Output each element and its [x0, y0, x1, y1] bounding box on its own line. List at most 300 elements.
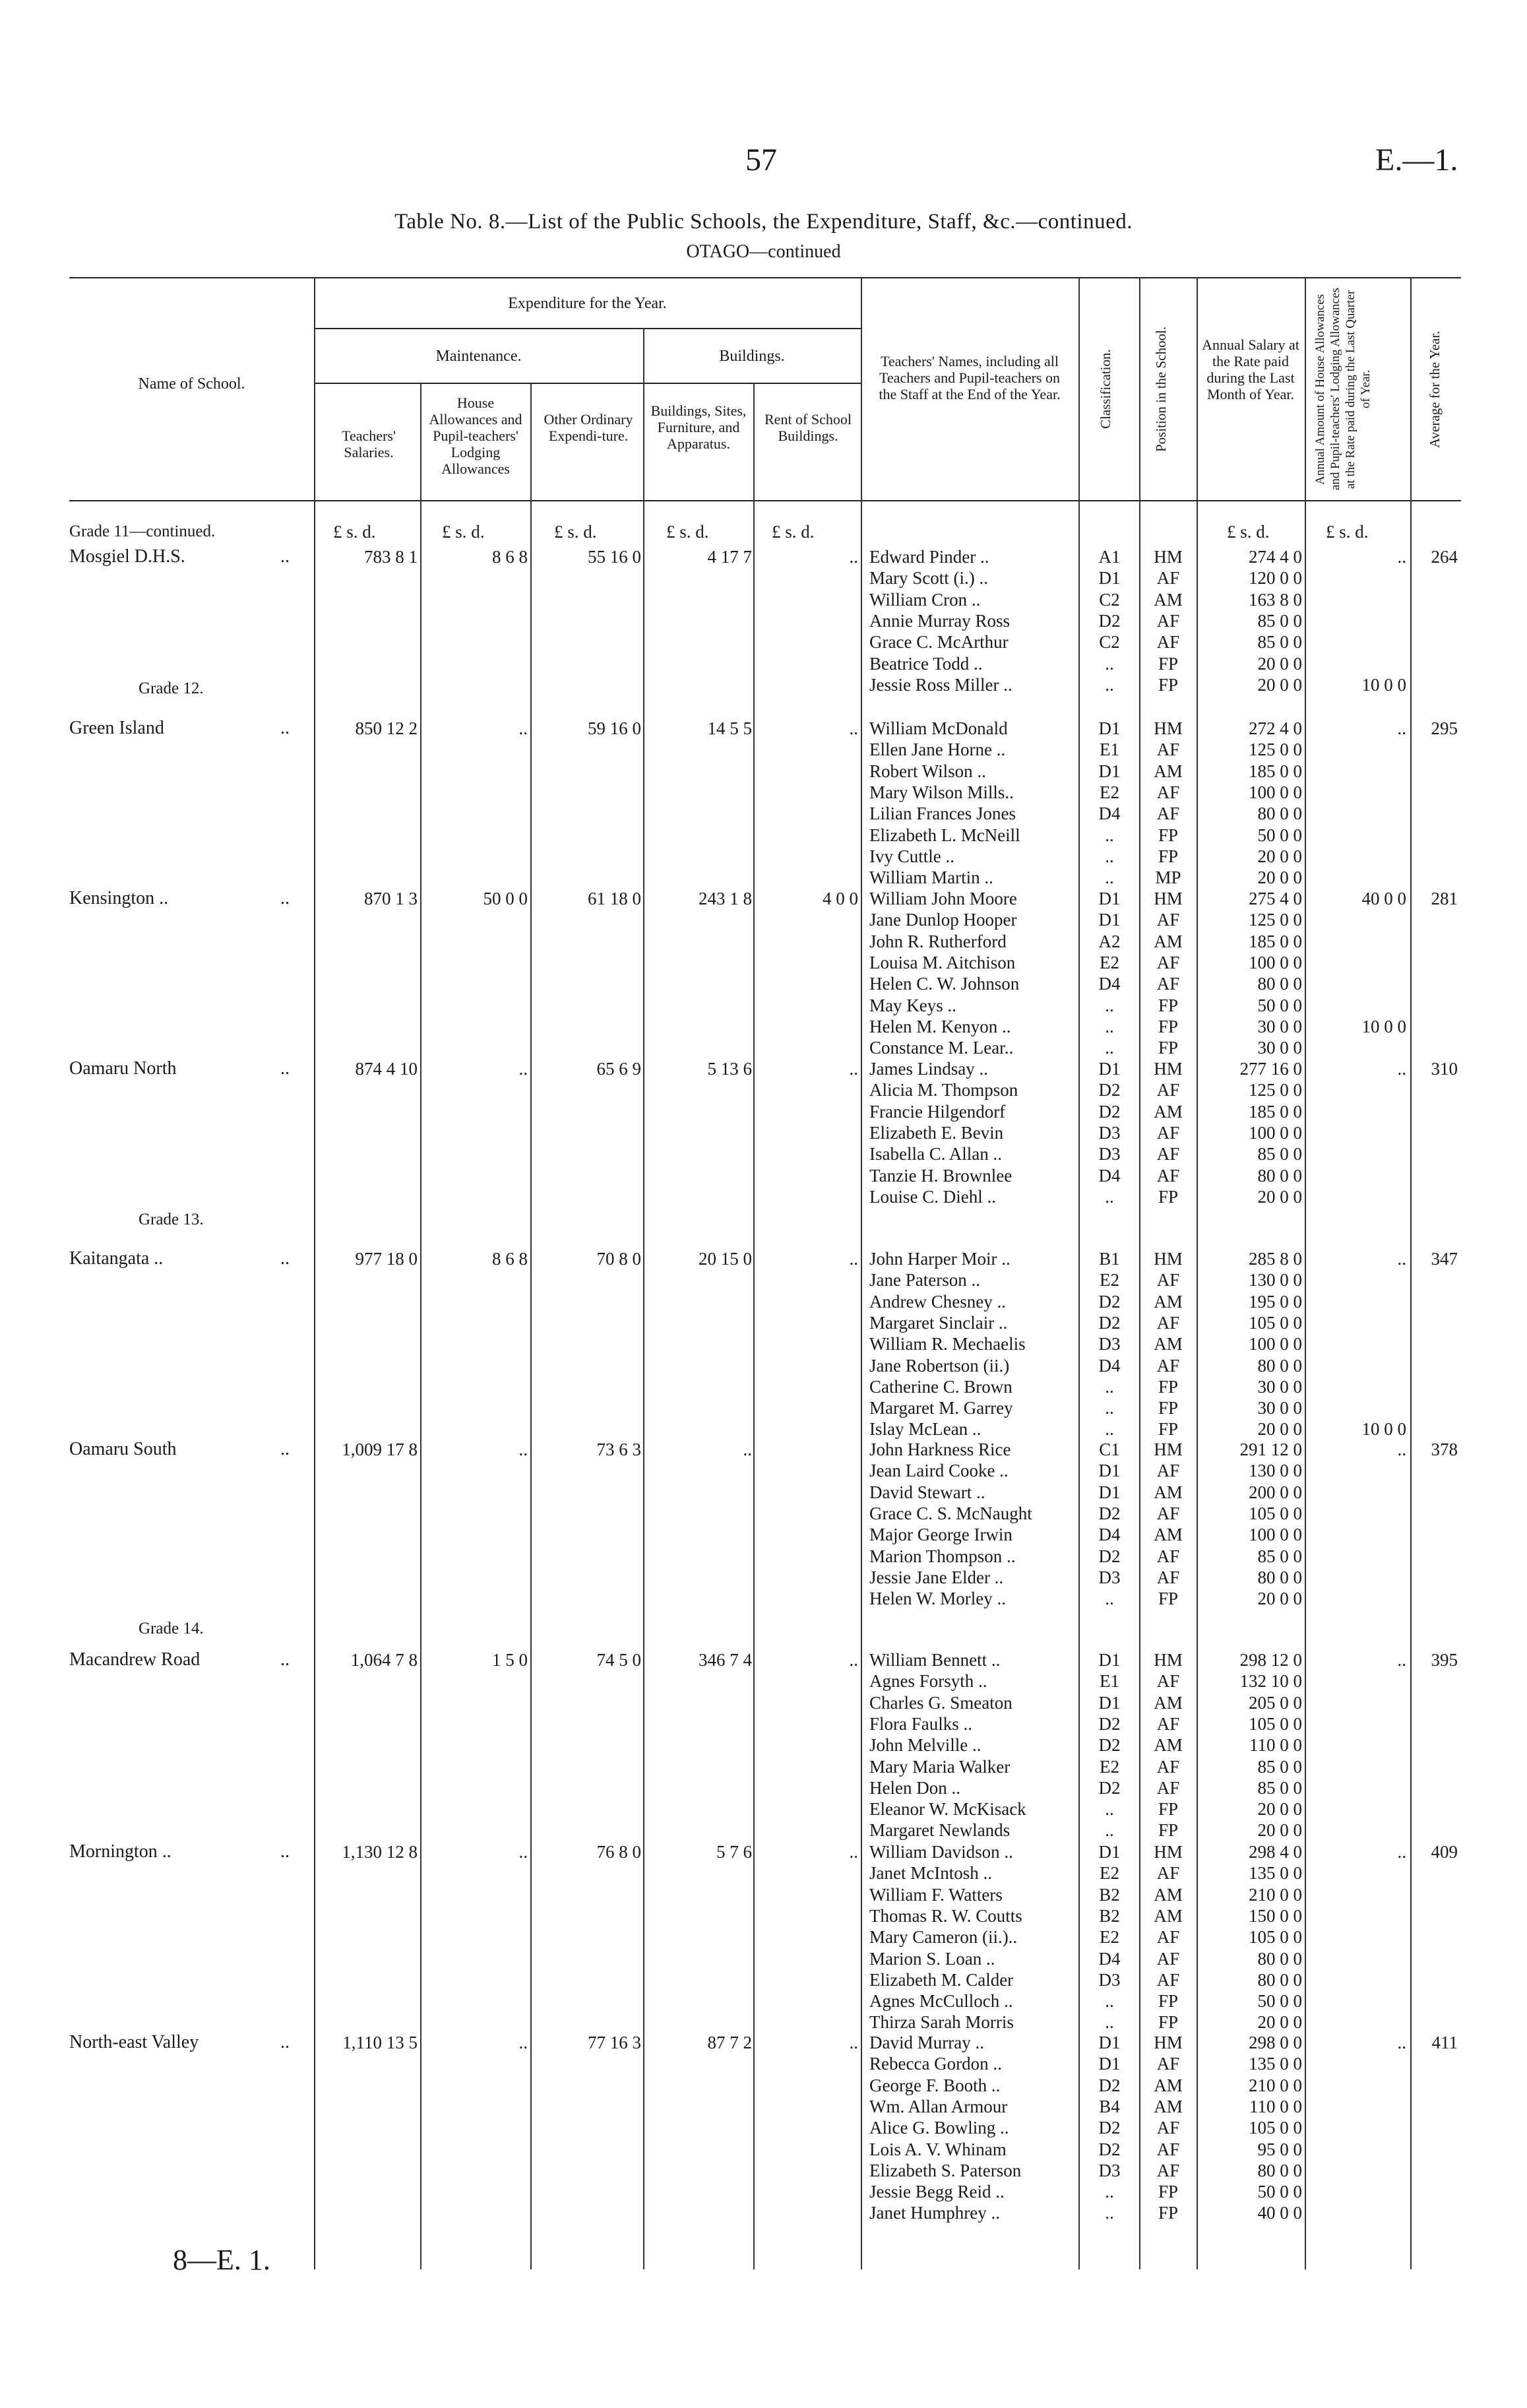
classification-cell: C2	[1099, 632, 1120, 652]
annual-salary-cell: 20 0 0	[1257, 2012, 1302, 2032]
teacher-name: Constance M. Lear..	[869, 1038, 1014, 1058]
teacher-name: William Davidson ..	[869, 1842, 1013, 1862]
position-cell: AM	[1154, 1906, 1183, 1926]
school-leader-dots: ..	[280, 1841, 290, 1862]
annual-salary-cell: 30 0 0	[1257, 1398, 1302, 1418]
teacher-name: John Harkness Rice	[869, 1440, 1011, 1459]
position-cell: AF	[1156, 1166, 1180, 1186]
teacher-name: Elizabeth S. Paterson	[869, 2161, 1022, 2180]
position-cell: FP	[1158, 1377, 1179, 1397]
teacher-name: Agnes Forsyth ..	[869, 1671, 987, 1691]
position-cell: AF	[1156, 804, 1180, 823]
position-cell: AF	[1156, 2054, 1180, 2074]
position-cell: HM	[1154, 1650, 1183, 1670]
classification-cell: ..	[1105, 1377, 1114, 1397]
teacher-name: Marion Thompson ..	[869, 1546, 1016, 1566]
classification-cell: E2	[1100, 953, 1119, 972]
teacher-name: Alice G. Bowling ..	[869, 2118, 1009, 2138]
teacher-name: Mary Wilson Mills..	[869, 782, 1014, 802]
position-cell: AM	[1154, 761, 1183, 781]
position-cell: FP	[1158, 654, 1179, 674]
position-cell: AF	[1156, 1778, 1180, 1798]
classification-cell: C2	[1099, 590, 1120, 610]
position-cell: AM	[1154, 1482, 1183, 1502]
classification-cell: D4	[1098, 1949, 1121, 1969]
teacher-name: Isabella C. Allan ..	[869, 1144, 1002, 1164]
classification-cell: D1	[1098, 1693, 1121, 1713]
position-cell: HM	[1154, 1842, 1183, 1862]
position-cell: AM	[1154, 1885, 1183, 1905]
classification-cell: B2	[1099, 1885, 1120, 1905]
annual-salary-cell: 80 0 0	[1257, 974, 1302, 994]
school-name: Oamaru South	[69, 1439, 177, 1459]
classification-cell: E1	[1100, 1671, 1119, 1691]
classification-cell: D1	[1098, 761, 1121, 781]
classification-cell: D2	[1098, 2075, 1121, 2095]
teacher-name: Robert Wilson ..	[869, 761, 986, 781]
teacher-name: Edward Pinder ..	[869, 547, 989, 567]
teacher-name: Helen Don ..	[869, 1778, 960, 1798]
header-salaries: Teachers' Salaries.	[342, 428, 396, 460]
allowance-cell: ..	[1397, 718, 1406, 738]
position-cell: HM	[1154, 1059, 1183, 1079]
position-cell: HM	[1154, 1249, 1183, 1269]
position-cell: FP	[1158, 1187, 1179, 1207]
annual-salary-cell: 80 0 0	[1257, 1970, 1302, 1990]
col-divider-4	[643, 328, 644, 2269]
classification-cell: D2	[1098, 1778, 1121, 1798]
annual-salary-cell: 105 0 0	[1249, 1313, 1302, 1333]
position-cell: FP	[1158, 1017, 1179, 1036]
position-cell: AM	[1154, 1693, 1183, 1713]
salaries-cell: 1,110 13 5	[342, 2033, 418, 2052]
position-cell: AM	[1154, 590, 1183, 610]
classification-cell: D2	[1098, 1102, 1121, 1122]
rent-cell: ..	[849, 547, 858, 567]
annual-salary-cell: 210 0 0	[1249, 1885, 1302, 1905]
annual-salary-cell: 85 0 0	[1257, 611, 1302, 631]
average-cell: 310	[1431, 1059, 1458, 1079]
header-annual: Annual Salary at the Rate paid during the Last Month of Year.	[1202, 336, 1299, 402]
annual-salary-cell: 275 4 0	[1249, 889, 1302, 908]
buildings-cell: 14 5 5	[707, 718, 752, 738]
position-cell: AF	[1156, 2161, 1180, 2180]
annual-salary-cell: 100 0 0	[1249, 1123, 1302, 1143]
annual-salary-cell: 20 0 0	[1257, 675, 1302, 695]
table-title: Table No. 8.—List of the Public Schools, the Expenditure, Staff, &c.—continued.	[394, 210, 1133, 234]
col-divider-6	[861, 277, 862, 2269]
teacher-name: Grace C. S. McNaught	[869, 1504, 1032, 1523]
classification-cell: D2	[1098, 1546, 1121, 1566]
other-expenditure-cell: 74 5 0	[596, 1650, 641, 1670]
teacher-name: William R. Mechaelis	[869, 1334, 1026, 1354]
header-house: House Allowances and Pupil-teachers' Lodging Allowances	[429, 395, 522, 477]
teacher-name: Islay McLean ..	[869, 1419, 982, 1439]
teacher-name: David Murray ..	[869, 2033, 984, 2052]
allowance-cell: 40 0 0	[1361, 889, 1406, 908]
classification-cell: D4	[1098, 974, 1121, 994]
classification-cell: D2	[1098, 1735, 1121, 1755]
other-expenditure-cell: 65 6 9	[596, 1059, 641, 1079]
position-cell: AM	[1154, 1102, 1183, 1122]
position-cell: AF	[1156, 568, 1180, 588]
classification-cell: ..	[1105, 1991, 1114, 2011]
classification-cell: ..	[1105, 1038, 1114, 1058]
classification-cell: E2	[1100, 1757, 1119, 1777]
annual-salary-cell: 20 0 0	[1257, 654, 1302, 674]
annual-salary-cell: 100 0 0	[1249, 1525, 1302, 1544]
header-rent: Rent of School Buildings.	[764, 411, 852, 444]
teacher-name: James Lindsay ..	[869, 1059, 988, 1079]
classification-cell: D4	[1098, 1166, 1121, 1186]
teacher-name: Ivy Cuttle ..	[869, 846, 954, 866]
annual-salary-cell: 135 0 0	[1249, 1863, 1302, 1883]
header-position: Position in the School.	[1153, 326, 1169, 453]
position-cell: FP	[1158, 1820, 1179, 1840]
house-allowance-cell: ..	[518, 718, 528, 738]
teacher-name: John Melville ..	[869, 1735, 982, 1755]
col-divider-7	[1078, 277, 1080, 2269]
teacher-name: Eleanor W. McKisack	[869, 1799, 1026, 1819]
teacher-name: Jane Paterson ..	[869, 1270, 980, 1290]
col-divider-2	[420, 383, 421, 2269]
teacher-name: Annie Murray Ross	[869, 611, 1010, 631]
header-classification: Classification.	[1098, 349, 1113, 429]
annual-salary-cell: 105 0 0	[1249, 1927, 1302, 1947]
annual-salary-cell: 274 4 0	[1249, 547, 1302, 567]
position-cell: FP	[1158, 2203, 1179, 2223]
grade-label: Grade 13.	[139, 1211, 204, 1228]
other-expenditure-cell: 55 16 0	[588, 547, 641, 567]
classification-cell: D1	[1098, 1842, 1121, 1862]
annual-salary-cell: 80 0 0	[1257, 1356, 1302, 1376]
rent-cell: ..	[849, 1059, 858, 1079]
classification-cell: ..	[1105, 1589, 1114, 1608]
classification-cell: B1	[1099, 1249, 1120, 1269]
position-cell: AM	[1154, 1334, 1183, 1354]
position-cell: AF	[1156, 1949, 1180, 1969]
header-allowances: Annual Amount of House Allowances and Pupil-teachers' Lodging Allowances at the Rate paid during the Last Quarter of Year.	[1313, 288, 1373, 491]
classification-cell: D4	[1098, 1525, 1121, 1544]
position-cell: FP	[1158, 846, 1179, 866]
buildings-cell: 20 15 0	[699, 1249, 752, 1269]
position-cell: HM	[1154, 718, 1183, 738]
rent-cell: ..	[849, 1842, 858, 1862]
classification-cell: D2	[1098, 611, 1121, 631]
position-cell: FP	[1158, 2182, 1179, 2202]
annual-salary-cell: 40 0 0	[1257, 2203, 1302, 2223]
school-leader-dots: ..	[280, 888, 290, 908]
annual-salary-cell: 50 0 0	[1257, 996, 1302, 1015]
teacher-name: Flora Faulks ..	[869, 1714, 973, 1734]
average-cell: 411	[1431, 2033, 1458, 2052]
teacher-name: David Stewart ..	[869, 1482, 985, 1502]
col-divider-8	[1139, 277, 1140, 2269]
allowance-cell: ..	[1397, 547, 1406, 567]
annual-salary-cell: 30 0 0	[1257, 1017, 1302, 1036]
classification-cell: D1	[1098, 2054, 1121, 2074]
teacher-name: Elizabeth E. Bevin	[869, 1123, 1004, 1143]
teacher-name: Tanzie H. Brownlee	[869, 1166, 1013, 1186]
school-name: North-east Valley	[69, 2032, 199, 2052]
position-cell: FP	[1158, 1799, 1179, 1819]
annual-salary-cell: 20 0 0	[1257, 846, 1302, 866]
position-cell: AF	[1156, 1546, 1180, 1566]
annual-salary-cell: 85 0 0	[1257, 1757, 1302, 1777]
salaries-cell: 1,009 17 8	[342, 1440, 418, 1459]
classification-cell: D2	[1098, 1313, 1121, 1333]
average-cell: 295	[1431, 718, 1458, 738]
house-allowance-cell: 1 5 0	[492, 1650, 528, 1670]
grade-label: Grade 12.	[139, 680, 204, 697]
classification-cell: D2	[1098, 1292, 1121, 1312]
annual-salary-cell: 132 10 0	[1239, 1671, 1302, 1691]
annual-salary-cell: 20 0 0	[1257, 1419, 1302, 1439]
classification-cell: D3	[1098, 1144, 1121, 1164]
annual-salary-cell: 110 0 0	[1249, 2097, 1302, 2116]
classification-cell: D3	[1098, 1334, 1121, 1354]
header-bsites: Buildings, Sites, Furniture, and Apparatus.	[650, 402, 747, 452]
annual-salary-cell: 200 0 0	[1249, 1482, 1302, 1502]
teacher-name: Thomas R. W. Coutts	[869, 1906, 1022, 1926]
teacher-name: May Keys ..	[869, 996, 956, 1015]
school-name: Mornington ..	[69, 1841, 171, 1862]
position-cell: AF	[1156, 1863, 1180, 1883]
position-cell: FP	[1158, 1398, 1179, 1418]
school-name: Oamaru North	[69, 1058, 177, 1079]
school-name: Mosgiel D.H.S.	[69, 546, 185, 567]
position-cell: AF	[1156, 1461, 1180, 1480]
teacher-name: Andrew Chesney ..	[869, 1292, 1006, 1312]
school-name: Green Island	[69, 718, 164, 738]
school-leader-dots: ..	[280, 1248, 290, 1269]
annual-salary-cell: 277 16 0	[1239, 1059, 1302, 1079]
header-average: Average for the Year.	[1427, 331, 1443, 448]
buildings-cell: ..	[743, 1440, 752, 1459]
lsd-rent: £ s. d.	[772, 522, 815, 542]
teacher-name: George F. Booth ..	[869, 2075, 1001, 2095]
house-allowance-cell: 8 6 8	[492, 547, 528, 567]
allowance-cell: 10 0 0	[1361, 1017, 1406, 1036]
position-cell: AF	[1156, 740, 1180, 759]
teacher-name: William Bennett ..	[869, 1650, 1001, 1670]
house-allowance-cell: ..	[518, 1842, 528, 1862]
classification-cell: D2	[1098, 1504, 1121, 1523]
table-subtitle: OTAGO—continued	[686, 241, 841, 262]
allowance-cell: ..	[1397, 1650, 1406, 1670]
teacher-name: Elizabeth L. McNeill	[869, 825, 1020, 845]
allowance-cell: ..	[1397, 1440, 1406, 1459]
teacher-name: Jane Robertson (ii.)	[869, 1356, 1010, 1376]
classification-cell: ..	[1105, 1419, 1114, 1439]
teacher-name: Helen M. Kenyon ..	[869, 1017, 1011, 1036]
position-cell: AM	[1154, 2097, 1183, 2116]
annual-salary-cell: 80 0 0	[1257, 1166, 1302, 1186]
annual-salary-cell: 80 0 0	[1257, 2161, 1302, 2180]
other-expenditure-cell: 70 8 0	[596, 1249, 641, 1269]
page-number: 57	[745, 143, 777, 177]
teacher-name: Louise C. Diehl ..	[869, 1187, 996, 1207]
annual-salary-cell: 185 0 0	[1249, 932, 1302, 951]
classification-cell: E2	[1100, 1270, 1119, 1290]
classification-cell: B4	[1099, 2097, 1120, 2116]
teacher-name: Marion S. Loan ..	[869, 1949, 995, 1969]
position-cell: AF	[1156, 1356, 1180, 1376]
position-cell: AF	[1156, 1714, 1180, 1734]
teacher-name: Helen W. Morley ..	[869, 1589, 1006, 1608]
classification-cell: ..	[1105, 654, 1114, 674]
position-cell: AF	[1156, 2139, 1180, 2159]
teacher-name: Mary Maria Walker	[869, 1757, 1011, 1777]
teacher-name: Louisa M. Aitchison	[869, 953, 1016, 972]
classification-cell: D1	[1098, 568, 1121, 588]
buildings-cell: 5 13 6	[707, 1059, 752, 1079]
position-cell: HM	[1154, 2033, 1183, 2052]
classification-cell: D3	[1098, 1568, 1121, 1587]
teacher-name: Jean Laird Cooke ..	[869, 1461, 1009, 1480]
teacher-name: Jessie Ross Miller ..	[869, 675, 1013, 695]
position-cell: HM	[1154, 889, 1183, 908]
position-cell: AF	[1156, 1270, 1180, 1290]
lsd-house: £ s. d.	[442, 522, 485, 542]
school-leader-dots: ..	[280, 1058, 290, 1079]
position-cell: AM	[1154, 2075, 1183, 2095]
teacher-name: Lilian Frances Jones	[869, 804, 1016, 823]
position-cell: AF	[1156, 1144, 1180, 1164]
teacher-name: Lois A. V. Whinam	[869, 2139, 1007, 2159]
teacher-name: William F. Watters	[869, 1885, 1003, 1905]
teacher-name: Agnes McCulloch ..	[869, 1991, 1013, 2011]
annual-salary-cell: 291 12 0	[1239, 1440, 1302, 1459]
annual-salary-cell: 105 0 0	[1249, 1714, 1302, 1734]
teacher-name: Major George Irwin	[869, 1525, 1013, 1544]
lsd-annual: £ s. d.	[1227, 522, 1270, 542]
teacher-name: Mary Scott (i.) ..	[869, 568, 988, 588]
position-cell: FP	[1158, 1991, 1179, 2011]
annual-salary-cell: 195 0 0	[1249, 1292, 1302, 1312]
other-expenditure-cell: 76 8 0	[596, 1842, 641, 1862]
annual-salary-cell: 125 0 0	[1249, 740, 1302, 759]
classification-cell: D3	[1098, 1970, 1121, 1990]
annual-salary-cell: 125 0 0	[1249, 1080, 1302, 1100]
position-cell: AF	[1156, 1568, 1180, 1587]
lsd-salaries: £ s. d.	[333, 522, 376, 542]
grade-label: Grade 14.	[139, 1620, 204, 1637]
teacher-name: William Cron ..	[869, 590, 981, 610]
position-cell: FP	[1158, 1419, 1179, 1439]
allowance-cell: ..	[1397, 1249, 1406, 1269]
classification-cell: D3	[1098, 2161, 1121, 2180]
annual-salary-cell: 85 0 0	[1257, 632, 1302, 652]
position-cell: AF	[1156, 2118, 1180, 2138]
buildings-cell: 5 7 6	[716, 1842, 752, 1862]
classification-cell: C1	[1099, 1440, 1120, 1459]
annual-salary-cell: 130 0 0	[1249, 1270, 1302, 1290]
teacher-name: Margaret Sinclair ..	[869, 1313, 1008, 1333]
teacher-name: John Harper Moir ..	[869, 1249, 1011, 1269]
col-divider-3	[530, 383, 532, 2269]
classification-cell: E1	[1100, 740, 1119, 759]
classification-cell: ..	[1105, 1187, 1114, 1207]
average-cell: 264	[1431, 547, 1458, 567]
col-divider-11	[1410, 277, 1412, 2269]
teacher-name: Grace C. McArthur	[869, 632, 1009, 652]
classification-cell: D2	[1098, 2118, 1121, 2138]
allowance-cell: 10 0 0	[1361, 1419, 1406, 1439]
annual-salary-cell: 85 0 0	[1257, 1546, 1302, 1566]
salaries-cell: 1,064 7 8	[350, 1650, 418, 1670]
classification-cell: E2	[1100, 1927, 1119, 1947]
rent-cell: ..	[849, 718, 858, 738]
classification-cell: E2	[1100, 782, 1119, 802]
annual-salary-cell: 110 0 0	[1249, 1735, 1302, 1755]
house-allowance-cell: ..	[518, 1059, 528, 1079]
teacher-name: Alicia M. Thompson	[869, 1080, 1018, 1100]
position-cell: FP	[1158, 825, 1179, 845]
salaries-cell: 977 18 0	[355, 1249, 418, 1269]
school-leader-dots: ..	[280, 718, 290, 738]
rent-cell: ..	[849, 1249, 858, 1269]
header-buildings: Buildings.	[719, 348, 785, 365]
buildings-cell: 87 7 2	[707, 2033, 752, 2052]
classification-cell: ..	[1105, 868, 1114, 887]
annual-salary-cell: 95 0 0	[1257, 2139, 1302, 2159]
maintenance-rule	[314, 383, 861, 384]
classification-cell: ..	[1105, 1820, 1114, 1840]
annual-salary-cell: 120 0 0	[1249, 568, 1302, 588]
teacher-name: John R. Rutherford	[869, 932, 1007, 951]
rent-cell: 4 0 0	[823, 889, 858, 908]
position-cell: AF	[1156, 1671, 1180, 1691]
annual-salary-cell: 80 0 0	[1257, 1568, 1302, 1587]
allowance-cell: ..	[1397, 1842, 1406, 1862]
position-cell: HM	[1154, 1440, 1183, 1459]
classification-cell: ..	[1105, 846, 1114, 866]
position-cell: AF	[1156, 910, 1180, 930]
annual-salary-cell: 100 0 0	[1249, 953, 1302, 972]
position-cell: AF	[1156, 782, 1180, 802]
teacher-name: Janet Humphrey ..	[869, 2203, 1000, 2223]
salaries-cell: 1,130 12 8	[342, 1842, 418, 1862]
position-cell: AF	[1156, 974, 1180, 994]
classification-cell: D1	[1098, 718, 1121, 738]
annual-salary-cell: 50 0 0	[1257, 1991, 1302, 2011]
average-cell: 281	[1431, 889, 1458, 908]
classification-cell: D1	[1098, 1650, 1121, 1670]
annual-salary-cell: 210 0 0	[1249, 2075, 1302, 2095]
annual-salary-cell: 135 0 0	[1249, 2054, 1302, 2074]
position-cell: AF	[1156, 1504, 1180, 1523]
classification-cell: D2	[1098, 1080, 1121, 1100]
header-maintenance: Maintenance.	[435, 348, 522, 365]
teacher-name: Thirza Sarah Morris	[869, 2012, 1014, 2032]
classification-cell: D1	[1098, 889, 1121, 908]
col-divider-5	[753, 383, 755, 2269]
grade-label: Grade 11—continued.	[69, 523, 216, 540]
buildings-cell: 4 17 7	[707, 547, 752, 567]
salaries-cell: 874 4 10	[355, 1059, 418, 1079]
position-cell: FP	[1158, 996, 1179, 1015]
classification-cell: ..	[1105, 1017, 1114, 1036]
position-cell: AF	[1156, 1970, 1180, 1990]
teacher-name: William McDonald	[869, 718, 1008, 738]
annual-salary-cell: 163 8 0	[1249, 590, 1302, 610]
lsd-bsites: £ s. d.	[666, 522, 709, 542]
position-cell: AM	[1154, 1735, 1183, 1755]
header-teachers: Teachers' Names, including all Teachers and Pupil-teachers on the Staff at the End of the Year.	[879, 353, 1061, 402]
position-cell: AF	[1156, 953, 1180, 972]
classification-cell: D1	[1098, 1059, 1121, 1079]
